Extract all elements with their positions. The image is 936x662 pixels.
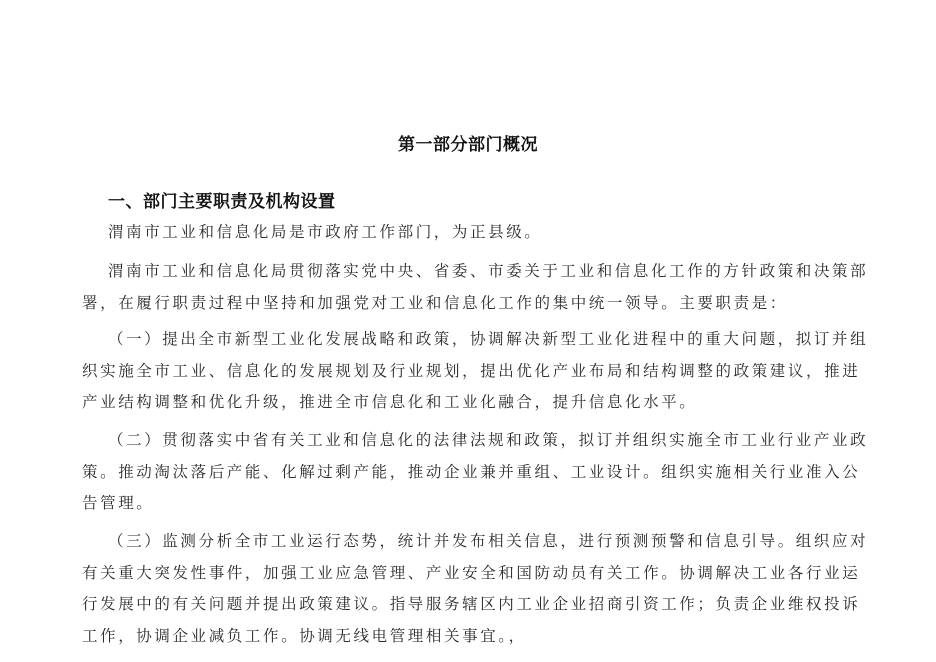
paragraph-line: 织实施全市工业、信息化的发展规划及行业规划，提出优化产业布局和结构调整的政策建议，推进 — [82, 361, 861, 380]
paragraph-line: 产业结构调整和优化升级，推进全市信息化和工业化融合，提升信息化水平。 — [82, 393, 698, 411]
paragraph-line: 渭南市工业和信息化局是市政府工作部门，为正县级。 — [108, 223, 543, 241]
paragraph-line: 工作，协调企业减负工作。协调无线电管理相关事宜。， — [82, 626, 527, 645]
paragraph-line: （三）监测分析全市工业运行态势，统计并发布相关信息，进行预测预警和信息引导。组织应对 — [108, 532, 869, 550]
paragraph-line: 行发展中的有关问题并提出政策建议。指导服务辖区内工业企业招商引资工作；负责企业维权投诉 — [82, 595, 861, 613]
paragraph-duty-1 — [82, 324, 869, 419]
section-heading: 一、部门主要职责及机构设置 — [108, 192, 336, 212]
paragraph-line: （一）提出全市新型工业化发展战略和政策，协调解决新型工业化进程中的重大问题，拟订并组 — [108, 330, 869, 348]
paragraph-mandate — [82, 256, 869, 319]
paragraph-line: 渭南市工业和信息化局贯彻落实党中央、省委、市委关于工业和信息化工作的方针政策和决策部 — [108, 262, 869, 280]
paragraph-line: （二）贯彻落实中省有关工业和信息化的法律法规和政策，拟订并组织实施全市工业行业产业政 — [108, 431, 869, 449]
paragraph-line: 署，在履行职责过程中坚持和加强党对工业和信息化工作的集中统一领导。主要职责是： — [82, 293, 788, 312]
paragraph-duty-2 — [82, 425, 869, 520]
paragraph-line: 告管理。 — [82, 494, 155, 512]
paragraph-intro — [82, 217, 854, 249]
page-title: 第一部分部门概况 — [398, 135, 538, 155]
paragraph-duty-3 — [82, 526, 869, 652]
paragraph-line: 策。推动淘汰落后产能、化解过剩产能，推动企业兼并重组、工业设计。组织实施相关行业准入公 — [82, 462, 861, 481]
paragraph-line: 有关重大突发性事件，加强工业应急管理、产业安全和国防动员有关工作。协调解决工业各行业运 — [82, 563, 861, 582]
